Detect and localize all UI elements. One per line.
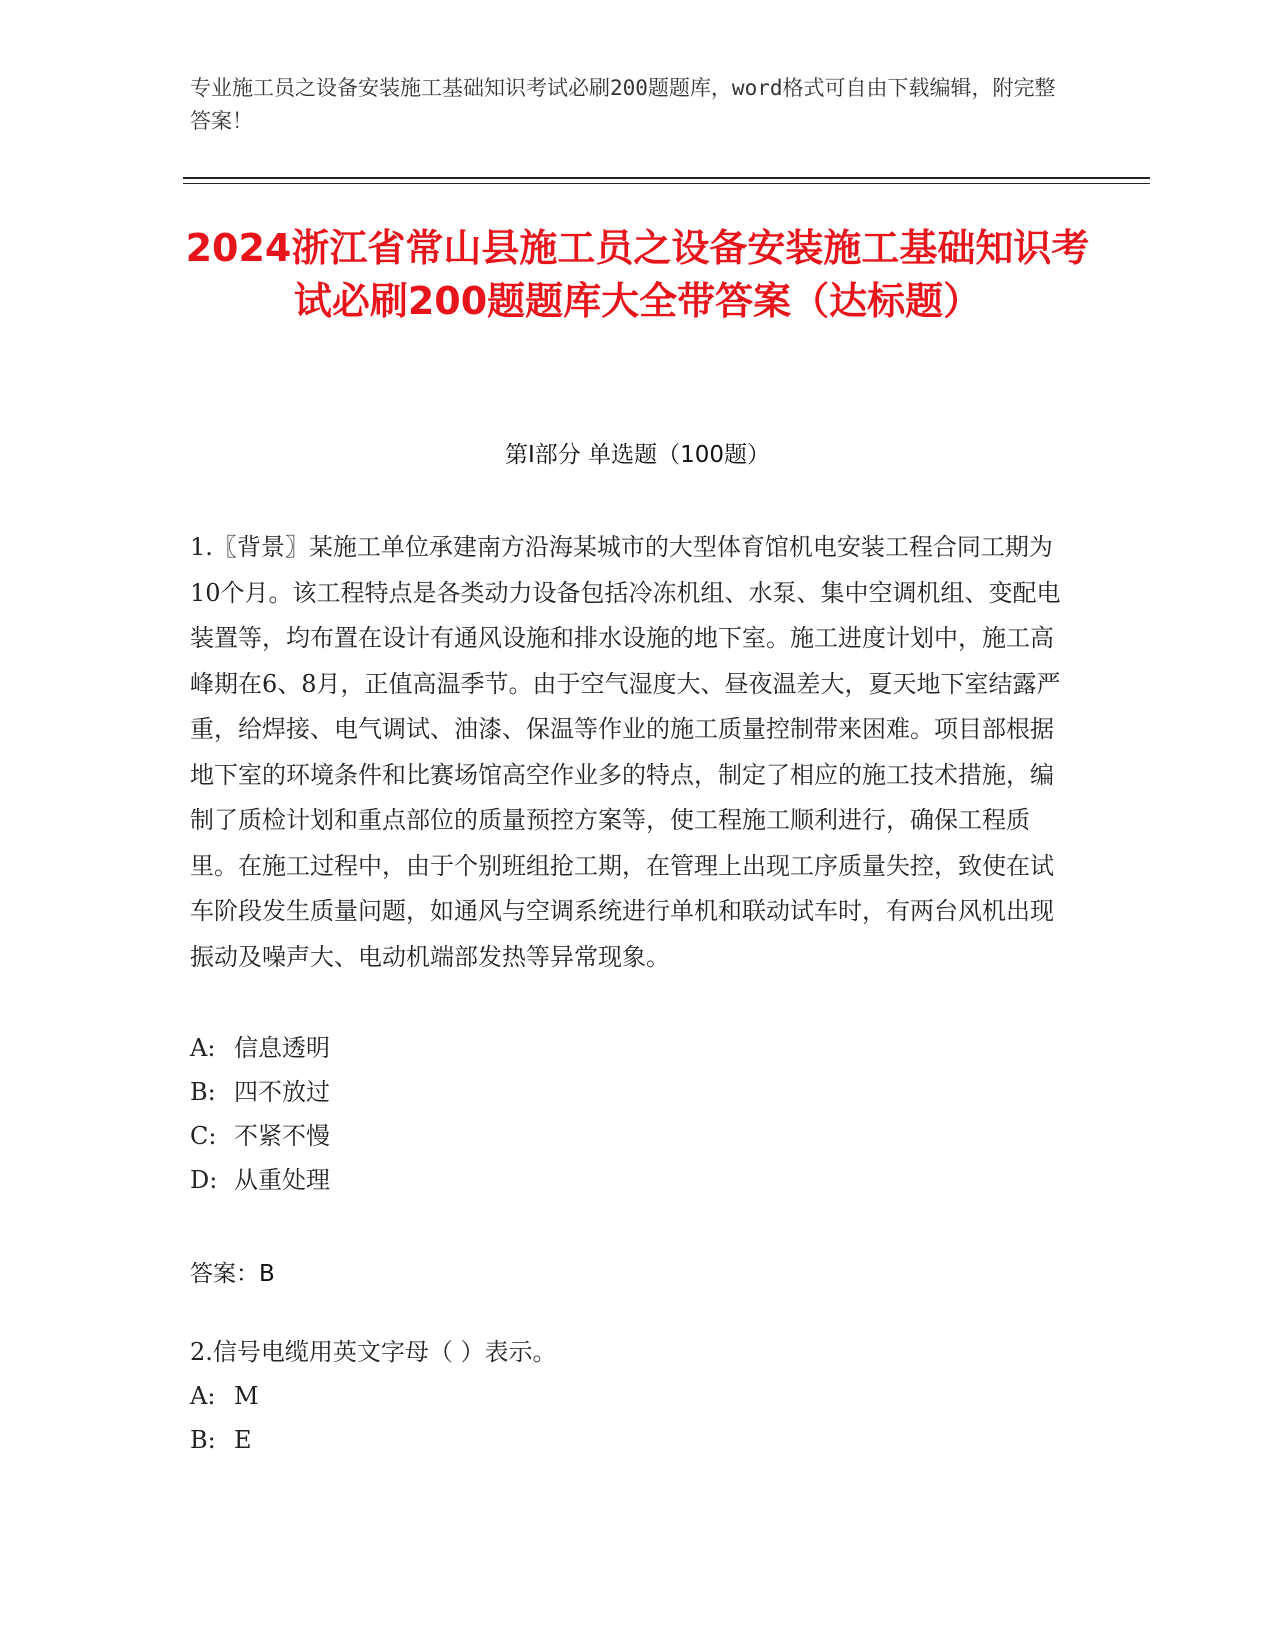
option-label: D: — [190, 1166, 218, 1194]
option-label: A: — [190, 1382, 216, 1410]
option-text: 四不放过 — [234, 1078, 330, 1106]
question-option — [190, 1418, 1070, 1463]
question-text: 1.〖背景〗某施工单位承建南方沿海某城市的大型体育馆机电安装工程合同工期为10个月。该工程特点是各类动力设备包括冷冻机组、水泵、集中空调机组、变配电装置等，均布置在设计有通风设施和排水设施的地下室。施工进度计划中，施工高峰期在6、8月，正值高温季节。由于空气湿度大、昼夜温差大，夏天地下室结露严重，给焊接、电气调试、油漆、保温等作业的施工质量控制带来困难。项目部根据地下室的环境条件和比赛场馆高空作业多的特点，制定了相应的施工技术措施，编制了质检计划和重点部位的质量预控方案等，使工程施工顺利进行，确保工程质里。在施工过程中，由于个别班组抢工期，在管理上出现工序质量失控，致使在试车阶段发生质量问题，如通风与空调系统进行单机和联动试车时，有两台风机出现振动及噪声大、电动机端部发热等异常现象。 — [190, 533, 1061, 971]
question-option — [190, 1070, 1070, 1115]
option-text: E — [234, 1426, 252, 1454]
answer-text: 答案：B — [190, 1261, 275, 1287]
option-label: B: — [190, 1426, 216, 1454]
header-divider-thick — [183, 177, 1150, 179]
document-title: 2024浙江省常山县施工员之设备安装施工基础知识考试必刷200题题库大全带答案（达标题） — [185, 226, 1090, 323]
option-text: 信息透明 — [234, 1034, 330, 1062]
header-note: 专业施工员之设备安装施工基础知识考试必刷200题题库，word格式可自由下载编辑，附完整答案！ — [190, 76, 1056, 133]
question-option — [190, 1374, 1070, 1419]
question-option — [190, 1158, 1070, 1203]
question-text: 2.信号电缆用英文字母（ ）表示。 — [190, 1338, 557, 1366]
option-label: C: — [190, 1122, 217, 1150]
question-option — [190, 1026, 1070, 1071]
option-label: A: — [190, 1034, 216, 1062]
question-option — [190, 1114, 1070, 1159]
option-text: M — [234, 1382, 259, 1410]
option-text: 不紧不慢 — [234, 1122, 330, 1150]
header-divider-thin — [183, 183, 1150, 184]
option-label: B: — [190, 1078, 216, 1106]
option-text: 从重处理 — [234, 1166, 330, 1194]
section-title: 第I部分 单选题（100题） — [505, 442, 770, 468]
